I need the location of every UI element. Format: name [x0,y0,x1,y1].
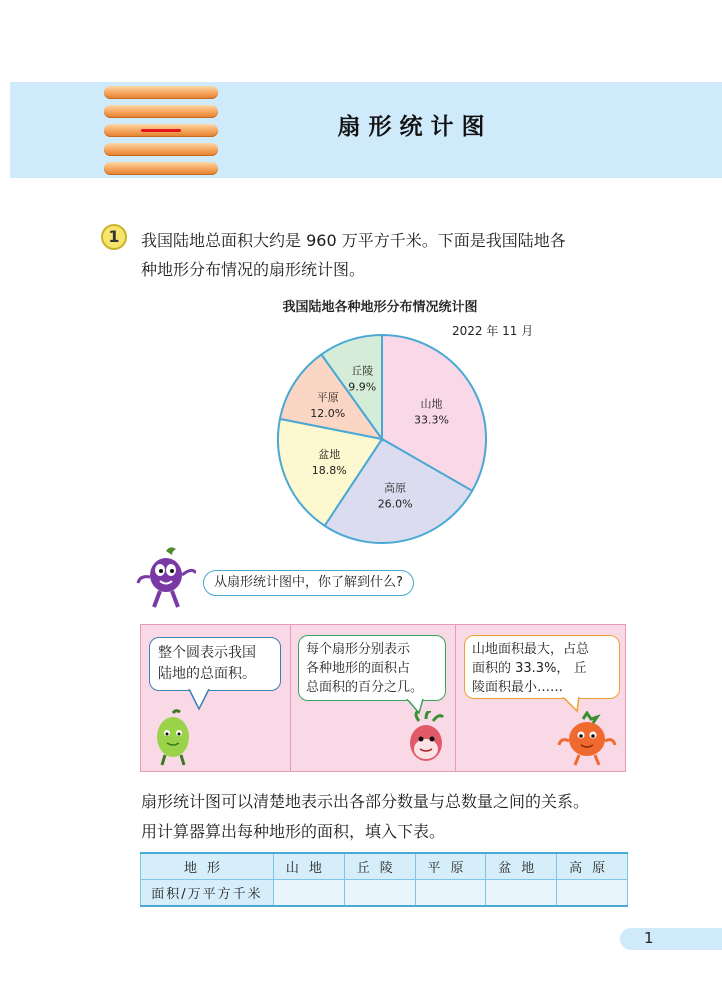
table-row [141,880,628,907]
pie-slice-label-3: 12.0% [310,407,346,421]
pie-chart [270,330,500,555]
speech-3-line-1: 山地面积最大，占总 [472,642,590,657]
table-header-cell: 平原 [415,853,486,880]
pie-slice-label-2: 18.8% [311,464,347,478]
table-header-cell: 丘陵 [344,853,415,880]
table-header-row [141,853,628,880]
speech-2-line-2: 各种地形的面积占 [306,661,411,676]
speech-tail [187,689,211,711]
question-line-1: 我国陆地总面积大约是 960 万平方千米。下面是我国陆地各 [141,231,566,250]
question-text [141,226,641,284]
dialogue-panel [140,624,626,772]
eggplant-character-icon [136,545,196,611]
pie-slice-name-0: 山地 [420,397,443,411]
page-number-tab [620,928,722,950]
table-input-cell[interactable] [344,880,415,907]
pie-slice-label-4: 9.9% [348,380,377,394]
speech-2-line-1: 每个扇形分别表示 [306,642,411,657]
speech-1-line-2: 陆地的总面积。 [158,666,256,682]
pie-slice-name-2: 盆地 [318,448,341,462]
prompt-bubble: 从扇形统计图中，你了解到什么? [203,570,414,596]
table-header-cell: 高原 [557,853,628,880]
speech-3-line-3: 陵面积最小…… [472,680,564,695]
table-row-label: 面积/万平方千米 [141,880,274,907]
table-input-cell[interactable] [486,880,557,907]
pie-slice-name-1: 高原 [384,481,407,495]
pie-slice-label-1: 26.0% [377,497,413,511]
lesson-number [104,124,218,137]
pie-slice-name-4: 丘陵 [351,364,374,378]
table-header-cell: 地形 [141,853,274,880]
chart-title: 我国陆地各种地形分布情况统计图 [282,300,478,315]
table-input-cell[interactable] [274,880,345,907]
page-title: 扇形统计图 [337,114,493,140]
panel-divider [290,625,291,771]
panel-divider [455,625,456,771]
instruction-text: 用计算器算出每种地形的面积，填入下表。 [141,822,446,841]
table-header-cell: 山地 [274,853,345,880]
question-number-badge: 1 [101,224,127,250]
radish-character-icon [405,711,447,769]
lesson-number-emblem [104,86,218,176]
pie-slice-name-3: 平原 [316,391,339,405]
page-number: 1 [644,929,654,947]
speech-3-line-2: 面积的 33.3%， 丘 [472,661,587,676]
summary-text: 扇形统计图可以清楚地表示出各部分数量与总数量之间的关系。 [141,792,590,811]
speech-bubble-2 [298,635,446,701]
terrain-area-table [140,852,628,907]
speech-bubble-1 [149,637,281,691]
pie-slice-label-0: 33.3% [414,413,449,427]
tomato-character-icon [557,711,617,767]
question-line-2: 种地形分布情况的扇形统计图。 [141,260,366,279]
table-input-cell[interactable] [557,880,628,907]
speech-1-line-1: 整个圆表示我国 [158,645,256,661]
table-input-cell[interactable] [415,880,486,907]
speech-2-line-3: 总面积的百分之几。 [306,680,424,695]
speech-bubble-3 [464,635,620,699]
table-header-cell: 盆地 [486,853,557,880]
chart-date: 2022 年 11 月 [452,324,534,338]
green-pepper-character-icon [151,709,195,767]
